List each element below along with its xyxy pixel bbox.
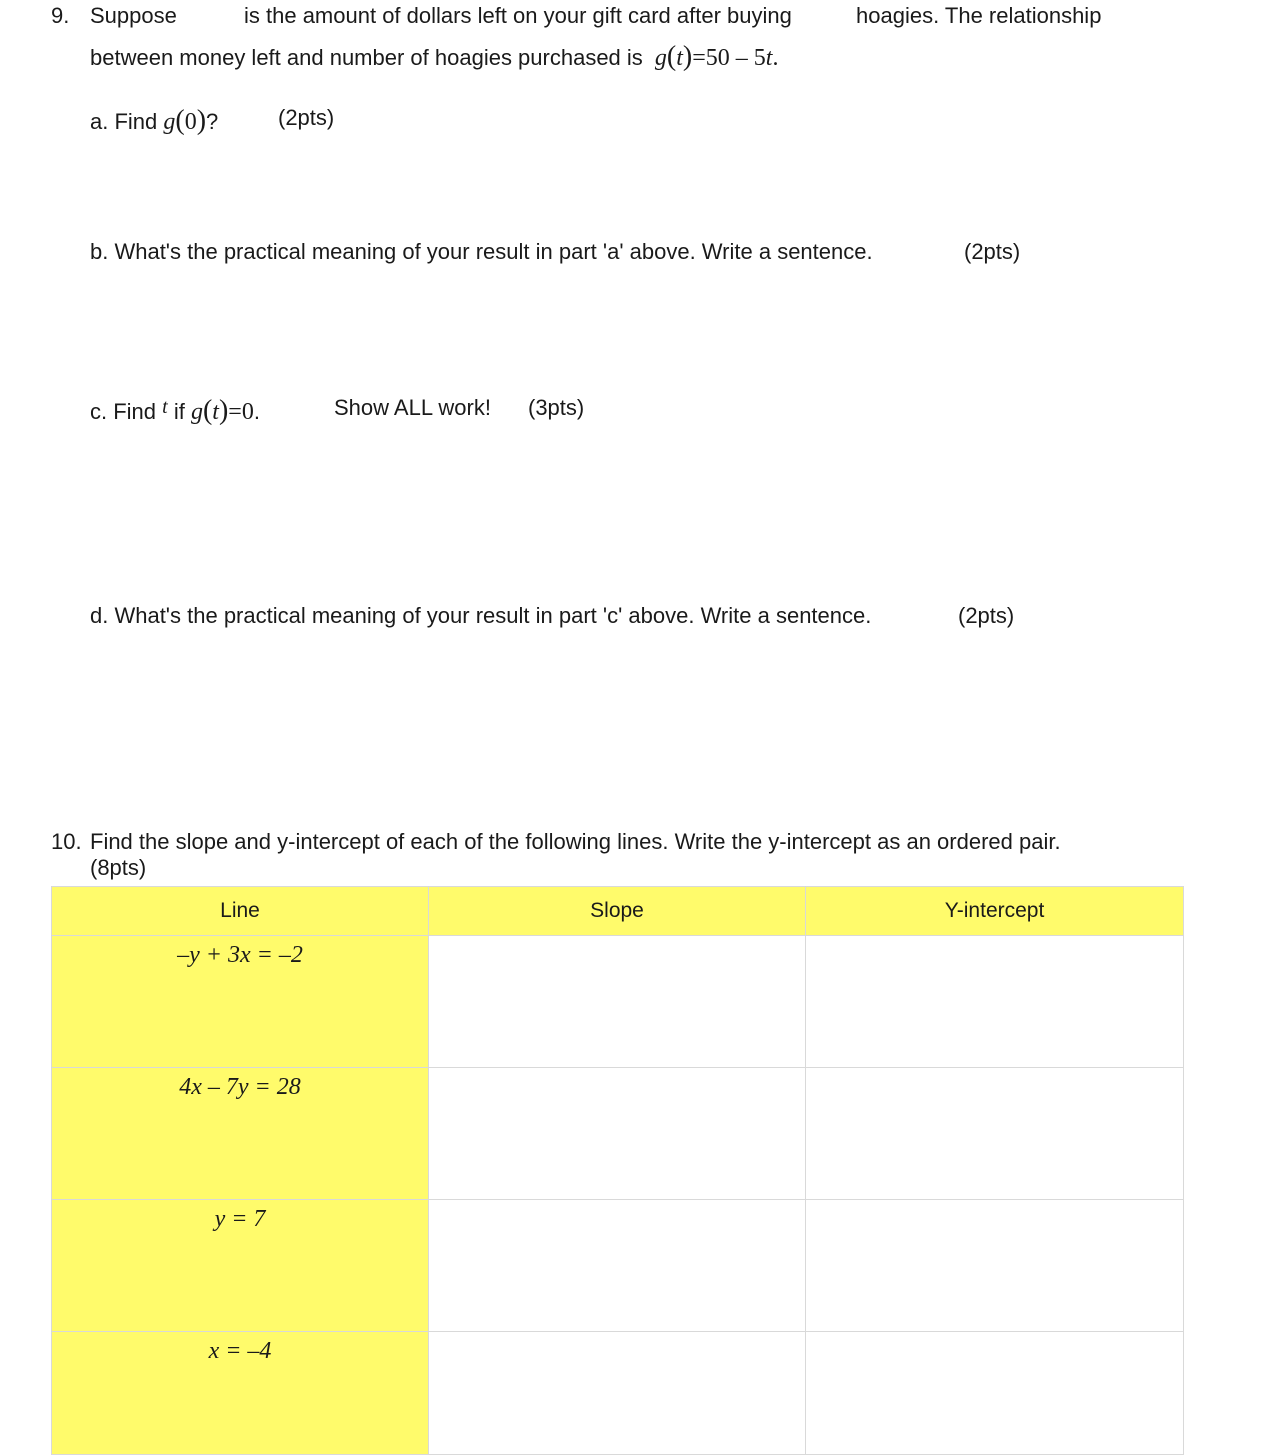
q9a-label: a. Find (90, 109, 158, 134)
line-equation-cell (52, 936, 429, 1068)
q9-intro-end: hoagies. The relationship (856, 3, 1102, 28)
y-intercept-answer-cell[interactable] (806, 936, 1184, 1068)
q9-func-rhs-t: t (765, 45, 773, 71)
q9-intro-suppose: Suppose (90, 3, 177, 28)
q9-line2-text: between money left and number of hoagies purchased is (90, 45, 643, 70)
line-equation-cell (52, 1332, 429, 1455)
q9-func-t: t (676, 45, 683, 71)
q9-function-equation: g(t)=50 – 5t. (654, 41, 779, 72)
slope-answer-cell[interactable] (429, 936, 806, 1068)
header-line: Line (52, 887, 429, 936)
line-equation: –y + 3x = –2 (177, 942, 303, 968)
slope-answer-cell[interactable] (429, 1332, 806, 1455)
q9-func-g: g (654, 45, 667, 71)
q9a-g: g (163, 109, 176, 135)
line-equation-cell (52, 1068, 429, 1200)
table-row (52, 1068, 1184, 1200)
q9c-points: (3pts) (528, 395, 585, 420)
table-header-row (52, 887, 1184, 936)
q9c-arg: t (212, 399, 219, 425)
q9c (90, 395, 260, 427)
table-row (52, 1200, 1184, 1332)
q9c-period: . (253, 399, 260, 424)
q9c-var-wrap (162, 396, 168, 425)
q9c-instruction: Show ALL work! (334, 395, 491, 420)
q9a-arg: 0 (184, 109, 197, 135)
line-equation: 4x – 7y = 28 (179, 1074, 301, 1100)
q9d-text: d. What's the practical meaning of your result in part 'c' above. Write a sentence. (90, 603, 872, 628)
q9-func-rhs: 50 – 5 (705, 45, 766, 71)
table-row (52, 1332, 1184, 1455)
header-slope: Slope (429, 887, 806, 936)
q9c-label: c. Find (90, 399, 157, 424)
q9c-g: g (190, 399, 203, 425)
slope-answer-cell[interactable] (429, 1068, 806, 1200)
y-intercept-answer-cell[interactable] (806, 1332, 1184, 1455)
table-row (52, 936, 1184, 1068)
q9c-equation: g(t)=0 (190, 395, 254, 426)
header-y-intercept: Y-intercept (806, 887, 1184, 936)
q9a-expression: g(0) (163, 105, 207, 136)
q9-func-period: . (772, 45, 779, 71)
q9a-points: (2pts) (278, 105, 335, 130)
q9-intro-mid: is the amount of dollars left on your gift card after buying (244, 3, 792, 28)
q9b-points: (2pts) (964, 239, 1021, 264)
q9a-question-mark: ? (206, 109, 219, 134)
lines-table (51, 886, 1184, 1455)
line-equation-cell (52, 1200, 429, 1332)
line-equation: x = –4 (208, 1338, 272, 1364)
q9c-var: t (162, 396, 168, 418)
q9c-rhs: 0 (241, 399, 254, 425)
q9b-text: b. What's the practical meaning of your result in part 'a' above. Write a sentence. (90, 239, 873, 264)
q9-line2 (90, 41, 778, 73)
slope-answer-cell[interactable] (429, 1200, 806, 1332)
y-intercept-answer-cell[interactable] (806, 1068, 1184, 1200)
y-intercept-answer-cell[interactable] (806, 1200, 1184, 1332)
q9-number: 9. (51, 3, 70, 28)
q10-text: Find the slope and y-intercept of each of the following lines. Write the y-intercept as an ordered pair. (90, 829, 1061, 854)
q9a (90, 105, 218, 137)
q10-points: (8pts) (90, 855, 147, 880)
q9d-points: (2pts) (958, 603, 1015, 628)
line-equation: y = 7 (214, 1206, 266, 1232)
q9c-if: if (173, 399, 185, 424)
q10-number: 10. (51, 829, 82, 854)
